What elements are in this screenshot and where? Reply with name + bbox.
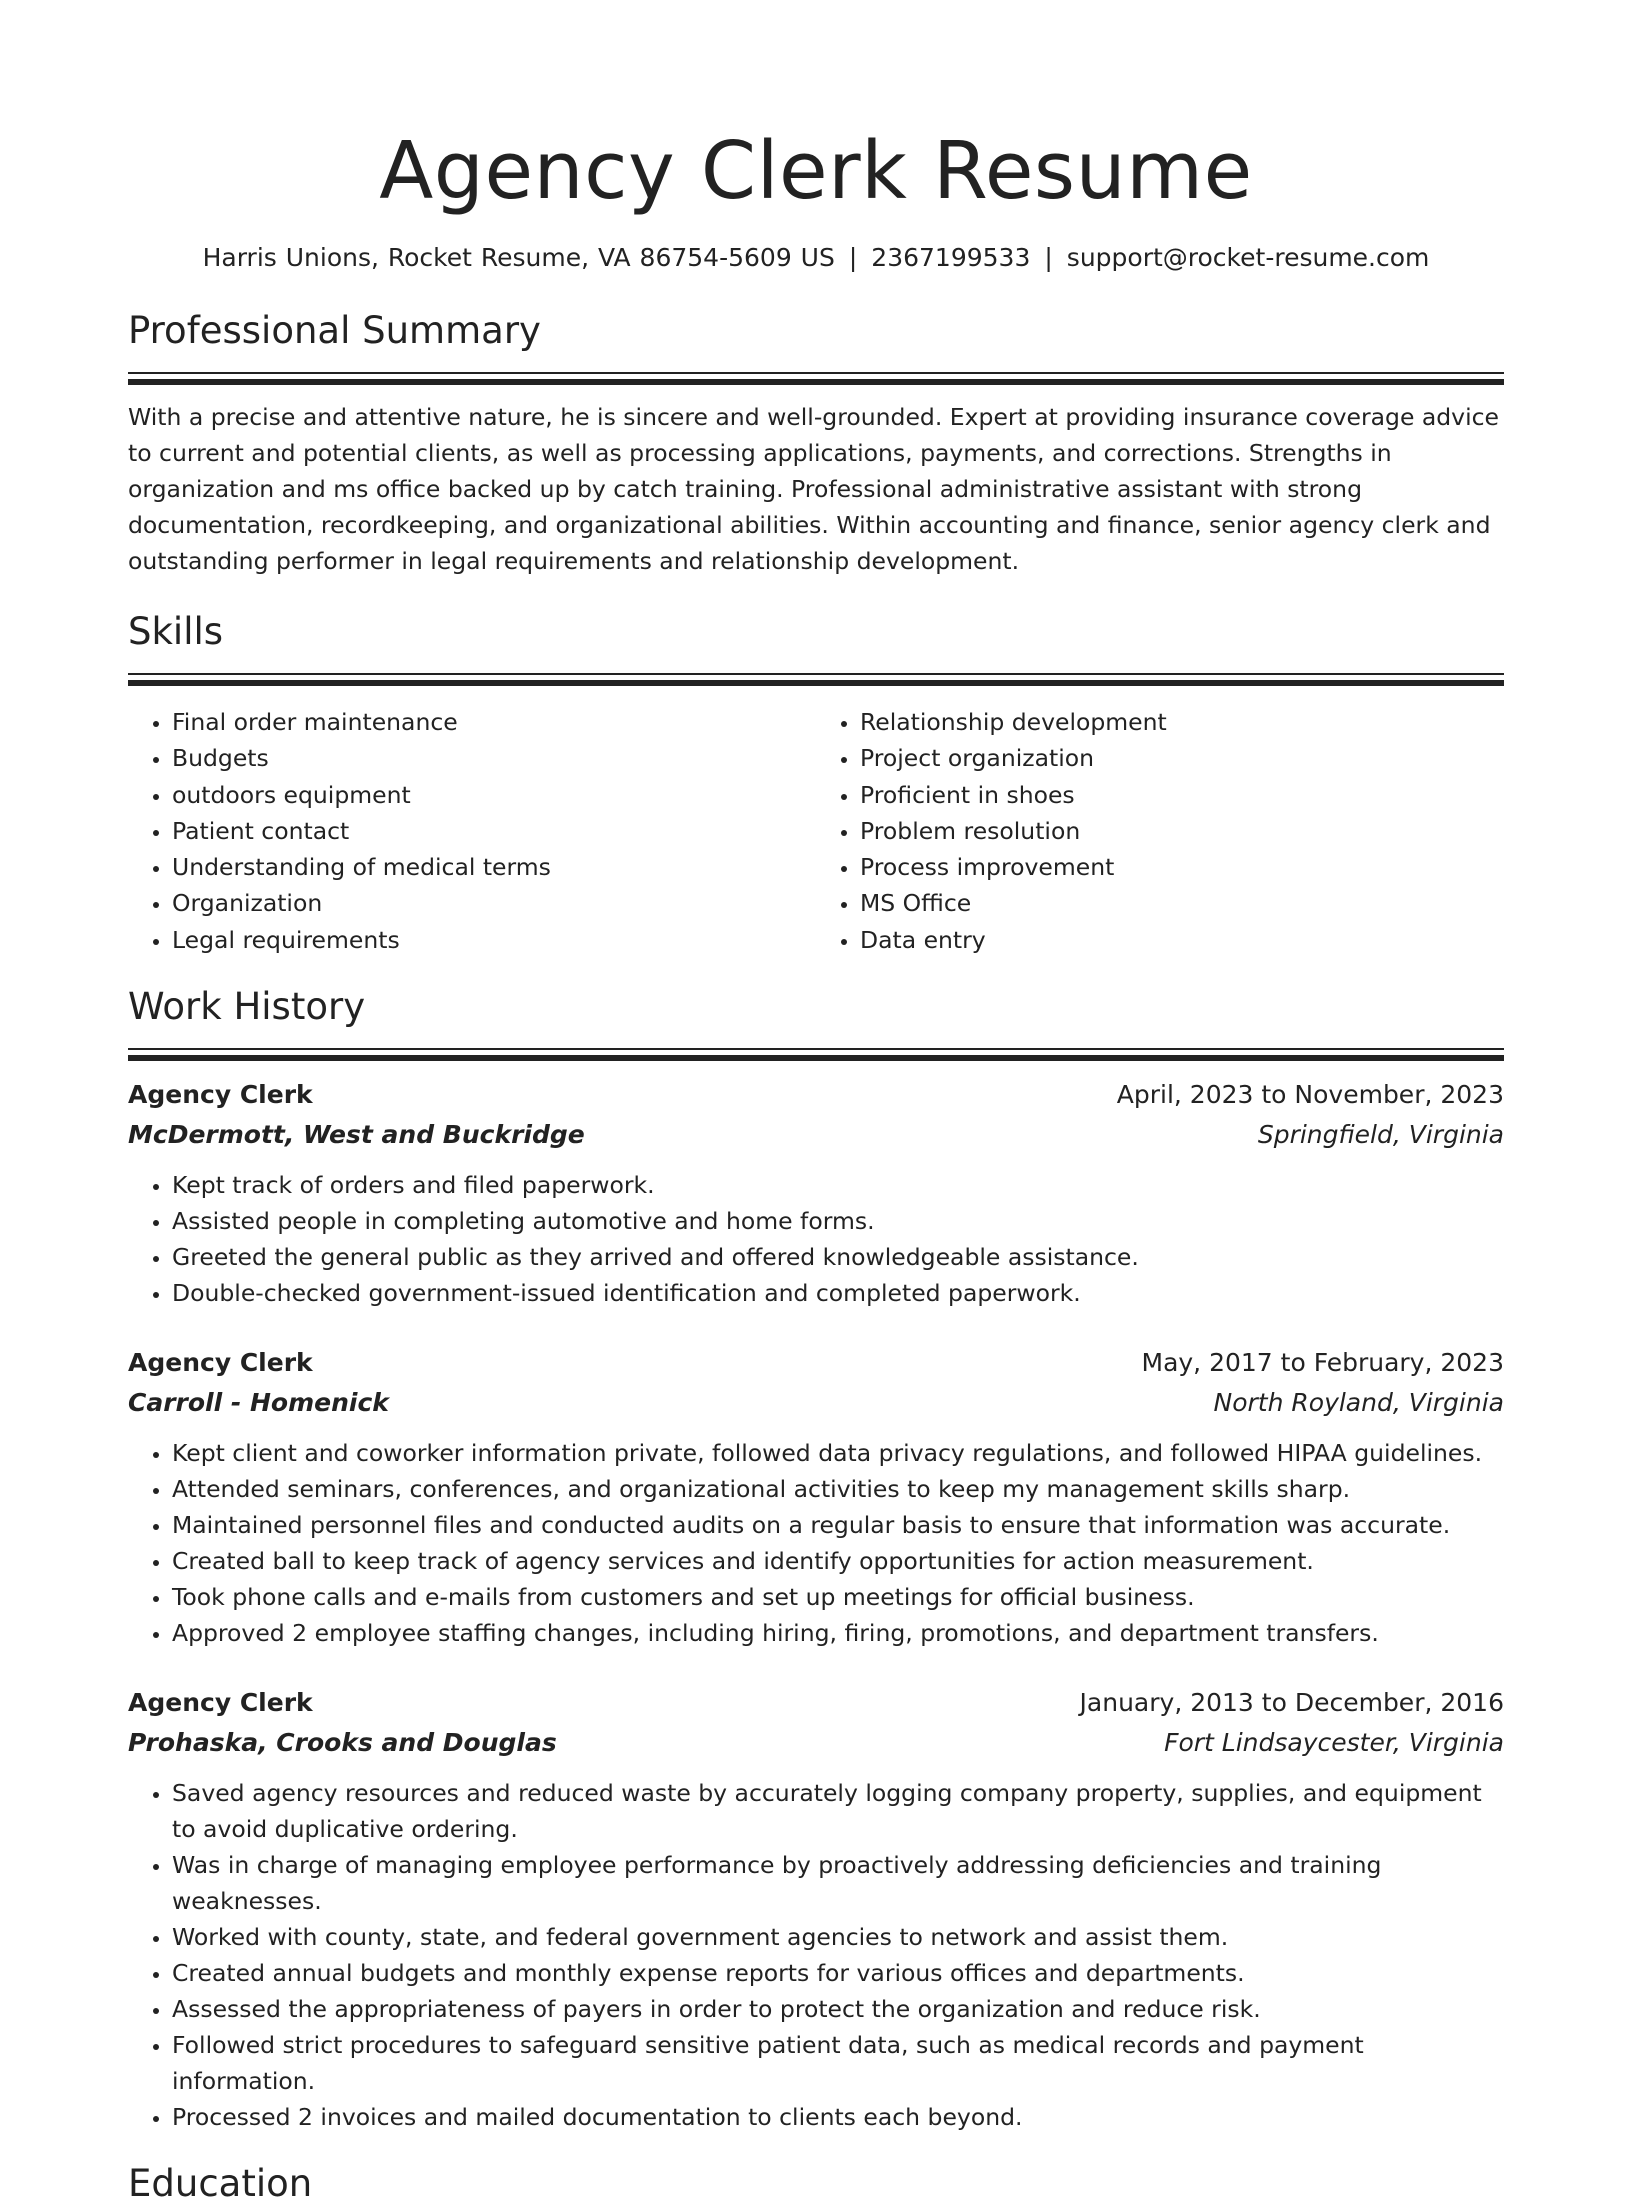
section-heading-work-history: Work History bbox=[128, 985, 366, 1029]
skills-column-left bbox=[128, 704, 816, 958]
job-bullet: • Approved 2 employee staffing changes, including hiring, firing, promotions, and department transfers. bbox=[172, 1615, 1504, 1651]
skill-item: • Organization bbox=[172, 885, 816, 921]
job-bullets bbox=[128, 1167, 1504, 1311]
section-heading-skills: Skills bbox=[128, 610, 224, 653]
job-dates: May, 2017 to February, 2023 bbox=[1141, 1348, 1504, 1378]
skill-item: • Final order maintenance bbox=[172, 704, 816, 740]
job-header bbox=[128, 1683, 1504, 1723]
job-dates: April, 2023 to November, 2023 bbox=[1116, 1080, 1504, 1110]
contact-phone: 2367199533 bbox=[871, 243, 1031, 272]
contact-separator: | bbox=[848, 243, 858, 272]
job-location: Fort Lindsaycester, Virginia bbox=[1164, 1728, 1504, 1758]
job-bullet: • Took phone calls and e-mails from customers and set up meetings for official business. bbox=[172, 1579, 1504, 1615]
job-header bbox=[128, 1075, 1504, 1115]
job-bullet: • Maintained personnel files and conducted audits on a regular basis to ensure that information was accurate. bbox=[172, 1507, 1504, 1543]
contact-separator: | bbox=[1044, 243, 1053, 272]
job-bullet: • Attended seminars, conferences, and organizational activities to keep my management skills sharp. bbox=[172, 1471, 1504, 1507]
summary-text: With a precise and attentive nature, he is sincere and well-grounded. Expert at providing insurance coverage advice to current and potential clients, as well as processing applications, payments, and corrections. Strengths in organization and ms office backed up by catch training. Professional administrative assistant with strong documentation, recordkeeping, and organizational abilities. Within accounting and finance, senior agency clerk and outstanding performer in legal requirements and relationship development. bbox=[128, 403, 1499, 575]
job-bullet: • Saved agency resources and reduced waste by accurately logging company property, supplies, and equipment to avoid duplicative ordering. bbox=[172, 1775, 1504, 1847]
job-bullet: • Kept client and coworker information private, followed data privacy regulations, and followed HIPAA guidelines. bbox=[172, 1435, 1504, 1471]
section-divider bbox=[128, 1055, 1504, 1061]
section-divider bbox=[128, 379, 1504, 385]
contact-address: Harris Unions, Rocket Resume, VA 86754-5609 US bbox=[202, 243, 835, 272]
skill-item: • Patient contact bbox=[172, 813, 816, 849]
skill-item: • outdoors equipment bbox=[172, 777, 816, 813]
job-bullets bbox=[128, 1775, 1504, 2135]
contact-email: support@rocket-resume.com bbox=[1066, 243, 1430, 272]
job-bullet: • Double-checked government-issued identification and completed paperwork. bbox=[172, 1275, 1504, 1311]
job-subheader bbox=[128, 1115, 1504, 1155]
skill-item: • Problem resolution bbox=[860, 813, 1504, 849]
skills-column-right bbox=[816, 704, 1504, 958]
job-company: McDermott, West and Buckridge bbox=[128, 1120, 585, 1150]
skills-section bbox=[128, 609, 1504, 958]
job-bullet: • Processed 2 invoices and mailed documentation to clients each beyond. bbox=[172, 2099, 1504, 2135]
section-heading-summary: Professional Summary bbox=[128, 309, 541, 352]
job-title: Agency Clerk bbox=[128, 1348, 313, 1378]
skill-item: • Proficient in shoes bbox=[860, 777, 1504, 813]
job-bullet: • Was in charge of managing employee performance by proactively addressing deficiencies and training weaknesses. bbox=[172, 1847, 1504, 1919]
skill-item: • Legal requirements bbox=[172, 922, 816, 958]
skill-item: • Relationship development bbox=[860, 704, 1504, 740]
resume-page bbox=[128, 0, 1504, 2207]
job-company: Carroll - Homenick bbox=[128, 1388, 389, 1418]
job-bullet: • Kept track of orders and filed paperwork. bbox=[172, 1167, 1504, 1203]
section-divider bbox=[128, 1048, 1504, 1050]
job-location: Springfield, Virginia bbox=[1257, 1120, 1504, 1150]
job-subheader bbox=[128, 1383, 1504, 1423]
job-bullet: • Created annual budgets and monthly expense reports for various offices and departments. bbox=[172, 1955, 1504, 1991]
section-divider bbox=[128, 372, 1504, 374]
job-entry bbox=[128, 1683, 1504, 2135]
job-bullet: • Worked with county, state, and federal government agencies to network and assist them. bbox=[172, 1919, 1504, 1955]
section-heading-education: Education bbox=[128, 2162, 313, 2206]
job-bullet: • Assessed the appropriateness of payers in order to protect the organization and reduce risk. bbox=[172, 1991, 1504, 2027]
job-subheader bbox=[128, 1723, 1504, 1763]
skills-list bbox=[128, 704, 1504, 958]
skill-item: • Understanding of medical terms bbox=[172, 849, 816, 885]
skill-item: • MS Office bbox=[860, 885, 1504, 921]
job-bullet: • Assisted people in completing automotive and home forms. bbox=[172, 1203, 1504, 1239]
skill-item: • Budgets bbox=[172, 740, 816, 776]
job-bullet: • Greeted the general public as they arrived and offered knowledgeable assistance. bbox=[172, 1239, 1504, 1275]
job-entry bbox=[128, 1075, 1504, 1311]
job-bullets bbox=[128, 1435, 1504, 1651]
job-title: Agency Clerk bbox=[128, 1688, 313, 1718]
work-history-section bbox=[128, 984, 1504, 2135]
skill-item: • Project organization bbox=[860, 740, 1504, 776]
skill-item: • Data entry bbox=[860, 922, 1504, 958]
summary-section bbox=[128, 308, 1504, 579]
job-location: North Royland, Virginia bbox=[1213, 1388, 1504, 1418]
job-company: Prohaska, Crooks and Douglas bbox=[128, 1728, 557, 1758]
resume-title: Agency Clerk Resume bbox=[379, 125, 1253, 217]
section-divider bbox=[128, 680, 1504, 686]
job-bullet: • Followed strict procedures to safeguard sensitive patient data, such as medical records and payment information. bbox=[172, 2027, 1504, 2099]
skill-item: • Process improvement bbox=[860, 849, 1504, 885]
job-bullet: • Created ball to keep track of agency services and identify opportunities for action measurement. bbox=[172, 1543, 1504, 1579]
education-section bbox=[128, 2161, 1504, 2207]
contact-line bbox=[128, 238, 1504, 278]
job-title: Agency Clerk bbox=[128, 1080, 313, 1110]
job-dates: January, 2013 to December, 2016 bbox=[1079, 1688, 1504, 1718]
job-entry bbox=[128, 1343, 1504, 1651]
job-header bbox=[128, 1343, 1504, 1383]
section-divider bbox=[128, 673, 1504, 675]
